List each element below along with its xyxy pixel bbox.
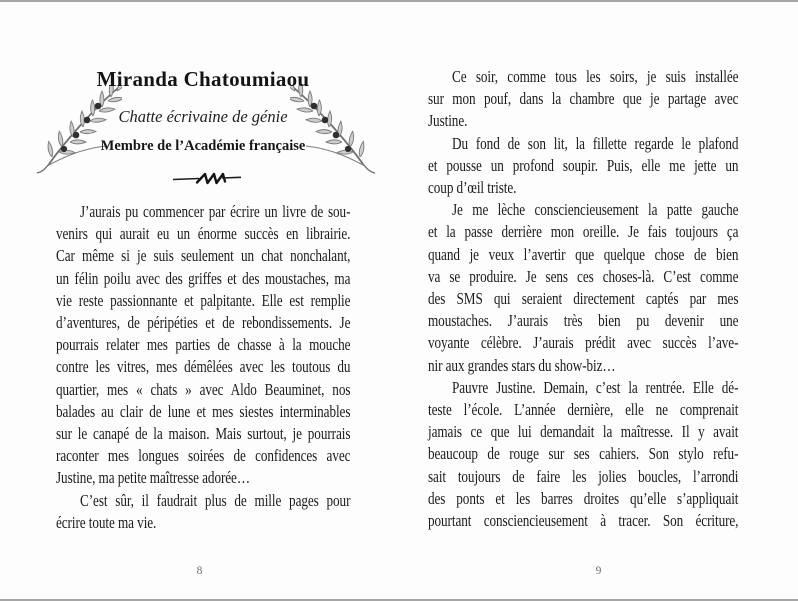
- paragraph: [56, 490, 424, 534]
- text-line: coup d’œil triste.: [428, 178, 517, 198]
- text-line: écrire toute ma vie.: [56, 512, 157, 532]
- text-line: Ce soir, comme tous les soirs, je suis installée: [452, 67, 739, 86]
- text-line: sait toujours de faire les jolies boucles, l’arrondi: [428, 466, 739, 486]
- book-affiliation: Membre de l’Académie française: [100, 138, 306, 154]
- text-line: sur le canapé de la maison. Mais surtout, je pourrais: [56, 424, 351, 444]
- paragraph: [428, 199, 798, 377]
- book-subtitle: Chatte écrivaine de génie: [118, 107, 288, 126]
- paragraph: [56, 201, 424, 490]
- paragraph: [428, 66, 798, 133]
- text-line: pourrais relater mes parties de chasse à la mouche: [56, 335, 351, 355]
- text-line: pourtant consciencieusement à tracer. Son écriture,: [428, 511, 739, 531]
- olive-branch-right-icon: [290, 85, 378, 177]
- text-line: et pousse un profond soupir. Puis, elle me jette un: [428, 155, 739, 175]
- text-line: quand je veux l’avertir que quelque chose de bien: [428, 244, 739, 264]
- olive-branch-left-icon: [34, 85, 122, 177]
- text-line: va se produire. Je sens ces choses-là. C’est comme: [428, 266, 739, 286]
- paragraph: [428, 377, 798, 532]
- text-line: Car même si je suis seulement un chat nonchalant,: [56, 246, 351, 266]
- text-line: et la passe derrière mon oreille. Je fais toujours ça: [428, 222, 739, 242]
- text-line: des SMS qui seraient directement captés par mes: [428, 289, 739, 309]
- text-line: moustaches. J’aurais très bien pu devenir une: [428, 311, 739, 331]
- text-line: beaucoup de rouge sur ses cahiers. Son stylo refu-: [428, 444, 739, 464]
- text-line: J’aurais pu commencer par écrire un livre de sou-: [80, 202, 351, 221]
- text-line: sur mon pouf, dans la chambre que je partage avec: [428, 89, 739, 109]
- text-line: teste l’école. L’année dernière, elle ne comprenait: [428, 400, 739, 420]
- page-number-left: 8: [196, 565, 203, 577]
- text-line: nir aux grandes stars du show-biz…: [428, 355, 616, 375]
- page-number-right: 9: [595, 565, 602, 577]
- text-line: contre les vitres, mes démêlées avec les toutous du: [56, 357, 351, 377]
- book-title: Miranda Chatoumiaou: [96, 67, 310, 91]
- text-line: raconter mes longues soirées de confidences avec: [56, 446, 351, 466]
- text-line: Justine, ma petite maîtresse adorée…: [56, 468, 250, 488]
- text-line: vie reste passionnante et palpitante. Elle est remplie: [56, 290, 351, 310]
- text-line: Je me lèche consciencieusement la patte gauche: [452, 200, 739, 220]
- text-line: des ponts et les barres droites qu’elle s’appliquait: [428, 488, 739, 508]
- text-line: balades au clair de lune et mes siestes interminables: [56, 401, 351, 421]
- text-line: Justine.: [428, 111, 468, 131]
- page-right-text: [428, 66, 798, 532]
- top-edge-line: [0, 0, 798, 2]
- page-left-text: [56, 201, 424, 534]
- text-line: Pauvre Justine. Demain, c’est la rentrée. Elle dé-: [452, 377, 739, 397]
- text-line: Du fond de son lit, la fillette regarde le plafond: [452, 133, 739, 153]
- text-line: venirs qui aurait eu un énorme succès en librairie.: [56, 224, 351, 244]
- paragraph: [428, 133, 798, 200]
- text-line: un félin poilu avec des griffes et des moustaches, ma: [56, 268, 351, 288]
- text-line: d’aventures, de péripéties et de rebondissements. Je: [56, 313, 351, 333]
- text-line: C’est sûr, il faudrait plus de mille pages pour: [80, 490, 351, 510]
- text-line: jamais ce que lui demandait la maîtresse. Il y avait: [428, 422, 739, 442]
- rope-knot-divider-icon: [172, 171, 242, 185]
- page-right: [399, 0, 798, 601]
- text-line: quartier, mes « chats » avec Aldo Beauminet, nos: [56, 379, 351, 399]
- text-line: voyante célèbre. J’aurais prédit avec succès l’ave-: [428, 333, 739, 353]
